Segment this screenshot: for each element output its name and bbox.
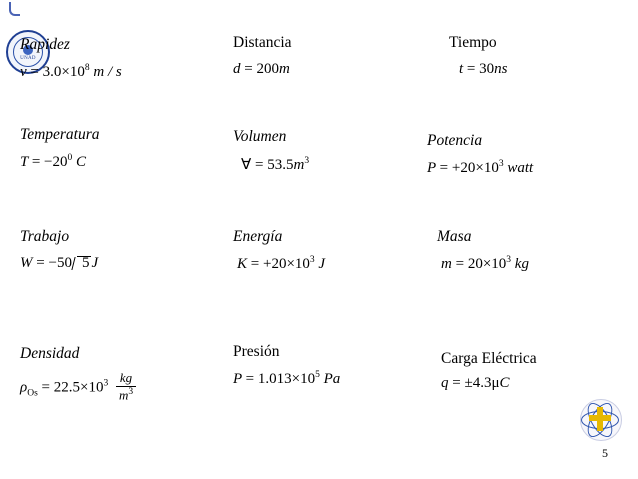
- entry-presion: [233, 343, 340, 388]
- entry-label: Rapidez: [20, 36, 70, 53]
- entry-rapidez: [20, 36, 122, 81]
- entry-label: Energía: [233, 228, 283, 245]
- atom-logo-icon: [578, 397, 624, 443]
- institution-logo-text: UNAD: [20, 56, 36, 61]
- page-number: 5: [602, 446, 608, 460]
- entry-expression: $v = 3.0\times 10^8$ m / s: [20, 63, 122, 80]
- entry-expression: $K = +20\times 10^3$ J: [237, 255, 326, 272]
- entry-label: Masa: [437, 228, 472, 245]
- entry-label: Densidad: [20, 345, 80, 362]
- entry-expression: q = ±4.3μC: [441, 375, 510, 391]
- entry-label: Potencia: [427, 132, 483, 149]
- entry-densidad: [20, 345, 136, 404]
- entry-expression: ∀ = $53.5m^3$: [241, 156, 310, 173]
- entry-expression: $T = -20^0$ C: [20, 153, 87, 170]
- entry-expression: $m = 20\times 10^3$ kg: [441, 255, 529, 272]
- entry-temperatura: [20, 126, 100, 171]
- entry-expression: $P = 1.013\times 10^5$ Pa: [233, 370, 341, 387]
- entry-distancia: [233, 34, 292, 78]
- entry-label: Carga Eléctrica: [441, 350, 537, 367]
- entry-masa: [437, 228, 529, 273]
- entry-potencia: [427, 132, 533, 177]
- entry-expression: t = 30ns: [459, 61, 508, 77]
- entry-expression: d = 200m: [233, 61, 290, 77]
- entry-energia: [233, 228, 325, 273]
- entry-label: Temperatura: [20, 126, 100, 143]
- entry-label: Tiempo: [449, 34, 497, 51]
- entry-trabajo: [20, 228, 98, 272]
- entry-expression: $P = +20\times 10^3$ watt: [427, 159, 534, 176]
- entry-label: Distancia: [233, 34, 292, 51]
- entry-expression: W = −50 5 J: [20, 255, 99, 271]
- entry-label: Trabajo: [20, 228, 70, 245]
- entry-label: Presión: [233, 343, 280, 360]
- entry-expression: $\rho_{Os} = 22.5\times 10^3$ $\frac{kg}{m^3}$: [20, 372, 136, 404]
- entry-volumen: [233, 128, 309, 174]
- entry-label: Volumen: [233, 128, 287, 145]
- entry-tiempo: [449, 34, 507, 78]
- unit-fraction: $\frac{kg}{m^3}$: [116, 371, 136, 403]
- stray-pen-mark: [9, 2, 20, 16]
- entry-carga-electrica: [441, 350, 537, 392]
